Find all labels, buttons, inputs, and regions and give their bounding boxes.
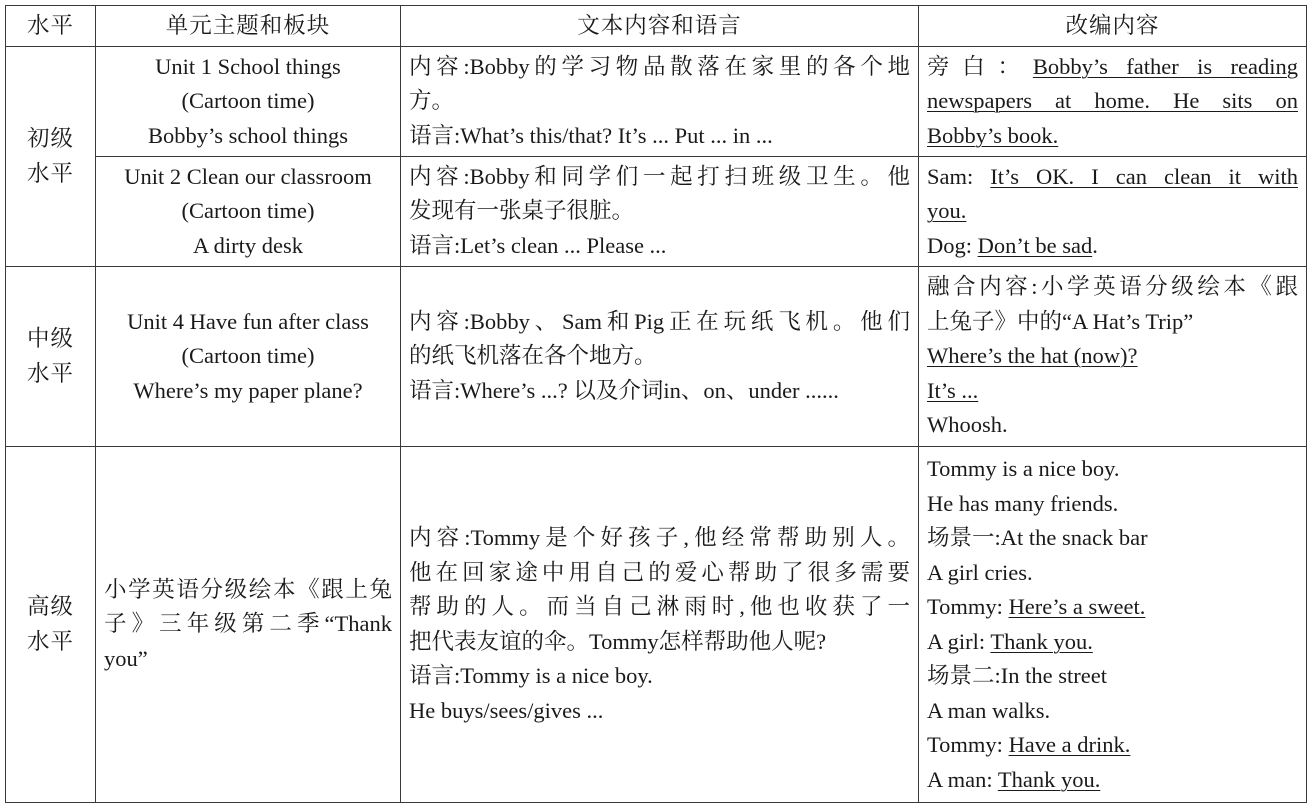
unit4-content-line2: 的纸飞机落在各个地方。 (409, 343, 657, 369)
unit1-adapt-line1 (927, 50, 1298, 85)
unit2-story: A dirty desk (193, 232, 303, 258)
table-row-unit4 (6, 267, 1307, 447)
unit2-language: 语言:Let’s clean ... Please ... (409, 232, 667, 258)
adapt-cell-2 (919, 157, 1307, 267)
unit2-content-line2: 发现有一张桌子很脏。 (409, 198, 635, 224)
unit1-adapt-line3: Bobby’s book. (927, 122, 1059, 148)
sam-label: Sam: (927, 163, 991, 189)
thank-s2-man (927, 763, 1298, 798)
unit1-language: 语言:What’s this/that? It’s ... Put ... in ... (409, 122, 773, 148)
unit2-title: Unit 2 Clean our classroom (124, 163, 372, 189)
thank-s1-action: A girl cries. (927, 559, 1033, 585)
unit1-content-line2: 方。 (409, 88, 455, 114)
unit-cell-4 (96, 447, 401, 803)
unit2-sam-line1 (927, 160, 1298, 195)
unit4-language: 语言:Where’s ...? 以及介词in、on、under ...... (409, 377, 839, 403)
unit2-content-line1: 内容:Bobby和同学们一起打扫班级卫生。他 (409, 163, 910, 189)
header-row (6, 6, 1307, 47)
thank-intro2: He has many friends. (927, 490, 1119, 516)
thank-content-line1: 内容:Tommy是个好孩子,他经常帮助别人。 (409, 525, 910, 550)
table-row-unit2 (6, 157, 1307, 267)
adapt-cell-3 (919, 267, 1307, 447)
level-intermediate-line1: 中级 (26, 326, 74, 351)
unit4-answer: It’s ... (927, 377, 979, 403)
thank-content-line2: 他在回家途中用自己的爱心帮助了很多需要 (409, 559, 910, 585)
table-row-unit1 (6, 47, 1307, 157)
unit4-title: Unit 4 Have fun after class (127, 308, 369, 334)
unit-cell-3 (96, 267, 401, 447)
unit2-sam-line2-wrap (927, 194, 1298, 229)
unit1-content-line1: 内容:Bobby的学习物品散落在家里的各个地 (409, 53, 910, 79)
sam-text1: It’s OK. I can clean it with (990, 163, 1298, 189)
adaptation-table (5, 5, 1307, 803)
unit4-adapt-line2: 上兔子》中的“A Hat’s Trip” (927, 308, 1194, 334)
thank-language-line1: 语言:Tommy is a nice boy. (409, 663, 653, 688)
s2-tommy-label: Tommy: (927, 732, 1009, 757)
s1-girl-text: Thank you. (990, 628, 1093, 654)
sam-text2: you. (927, 198, 967, 224)
thank-unit-line1: 小学英语分级绘本《跟上兔 (104, 576, 392, 602)
thank-s1-tommy (927, 590, 1298, 625)
thank-unit-line3: you” (104, 645, 148, 671)
unit1-story: Bobby’s school things (147, 122, 349, 148)
s2-man-label: A man: (927, 766, 998, 792)
unit4-end: Whoosh. (927, 412, 1008, 438)
header-level: 水平 (6, 6, 96, 47)
unit4-section: (Cartoon time) (181, 343, 315, 369)
s1-girl-label: A girl: (927, 628, 991, 654)
text-cell-2 (401, 157, 919, 267)
s2-tommy-text: Have a drink. (1008, 732, 1131, 757)
level-advanced-line1: 高级 (26, 594, 74, 619)
thank-s1-girl (927, 625, 1298, 660)
adapt-cell-4 (919, 447, 1307, 803)
s1-tommy-text: Here’s a sweet. (1008, 594, 1146, 619)
thank-content-line4: 把代表友谊的伞。Tommy怎样帮助他人呢? (409, 628, 827, 654)
unit4-adapt-line1: 融合内容:小学英语分级绘本《跟 (927, 274, 1298, 300)
level-advanced-line2: 水平 (26, 628, 74, 654)
level-beginner (6, 47, 96, 267)
level-intermediate (6, 267, 96, 447)
unit-cell-2 (96, 157, 401, 267)
text-cell-3 (401, 267, 919, 447)
unit1-adapt-text1: Bobby’s father is reading (1032, 53, 1298, 79)
text-cell-4 (401, 447, 919, 803)
unit1-title: Unit 1 School things (155, 53, 341, 79)
thank-scene2: 场景二:In the street (927, 663, 1107, 688)
unit-cell-1 (96, 47, 401, 157)
unit4-q-wrap (927, 339, 1298, 374)
dog-period: . (1092, 232, 1098, 258)
thank-s2-tommy (927, 728, 1298, 763)
thank-content-line3: 帮助的人。而当自己淋雨时,他也收获了一 (409, 594, 910, 619)
unit2-section: (Cartoon time) (181, 198, 315, 224)
unit4-question: Where’s the hat (now)? (927, 343, 1138, 369)
narrator-label: 旁白： (927, 53, 1033, 79)
unit4-content-line1: 内容:Bobby、Sam和Pig正在玩纸飞机。他们 (409, 308, 910, 334)
thank-scene1: 场景一:At the snack bar (927, 525, 1148, 550)
thank-language-line2: He buys/sees/gives ... (409, 697, 604, 723)
adapt-cell-1 (919, 47, 1307, 157)
dog-label: Dog: (927, 232, 978, 258)
s1-tommy-label: Tommy: (927, 594, 1009, 619)
unit2-dog-line (927, 229, 1298, 264)
unit1-adapt-line2: newspapers at home. He sits on (927, 88, 1298, 114)
level-beginner-line2: 水平 (26, 160, 74, 186)
thank-unit-line2: 子》三年级第二季“Thank (104, 611, 392, 637)
level-intermediate-line2: 水平 (26, 360, 74, 386)
thank-intro1: Tommy is a nice boy. (927, 456, 1120, 481)
s2-man-text: Thank you. (997, 766, 1101, 792)
unit4-a-wrap (927, 374, 1298, 409)
header-text: 文本内容和语言 (401, 6, 919, 47)
thank-s2-action: A man walks. (927, 697, 1051, 723)
unit1-section: (Cartoon time) (181, 88, 315, 114)
table-row-thank-you (6, 447, 1307, 803)
level-advanced (6, 447, 96, 803)
unit4-story: Where’s my paper plane? (133, 377, 363, 403)
header-adapt: 改编内容 (919, 6, 1307, 47)
level-beginner-line1: 初级 (26, 126, 74, 151)
header-unit: 单元主题和板块 (96, 6, 401, 47)
unit1-adapt-line3-wrap (927, 119, 1298, 154)
text-cell-1 (401, 47, 919, 157)
dog-text: Don’t be sad (977, 232, 1093, 258)
